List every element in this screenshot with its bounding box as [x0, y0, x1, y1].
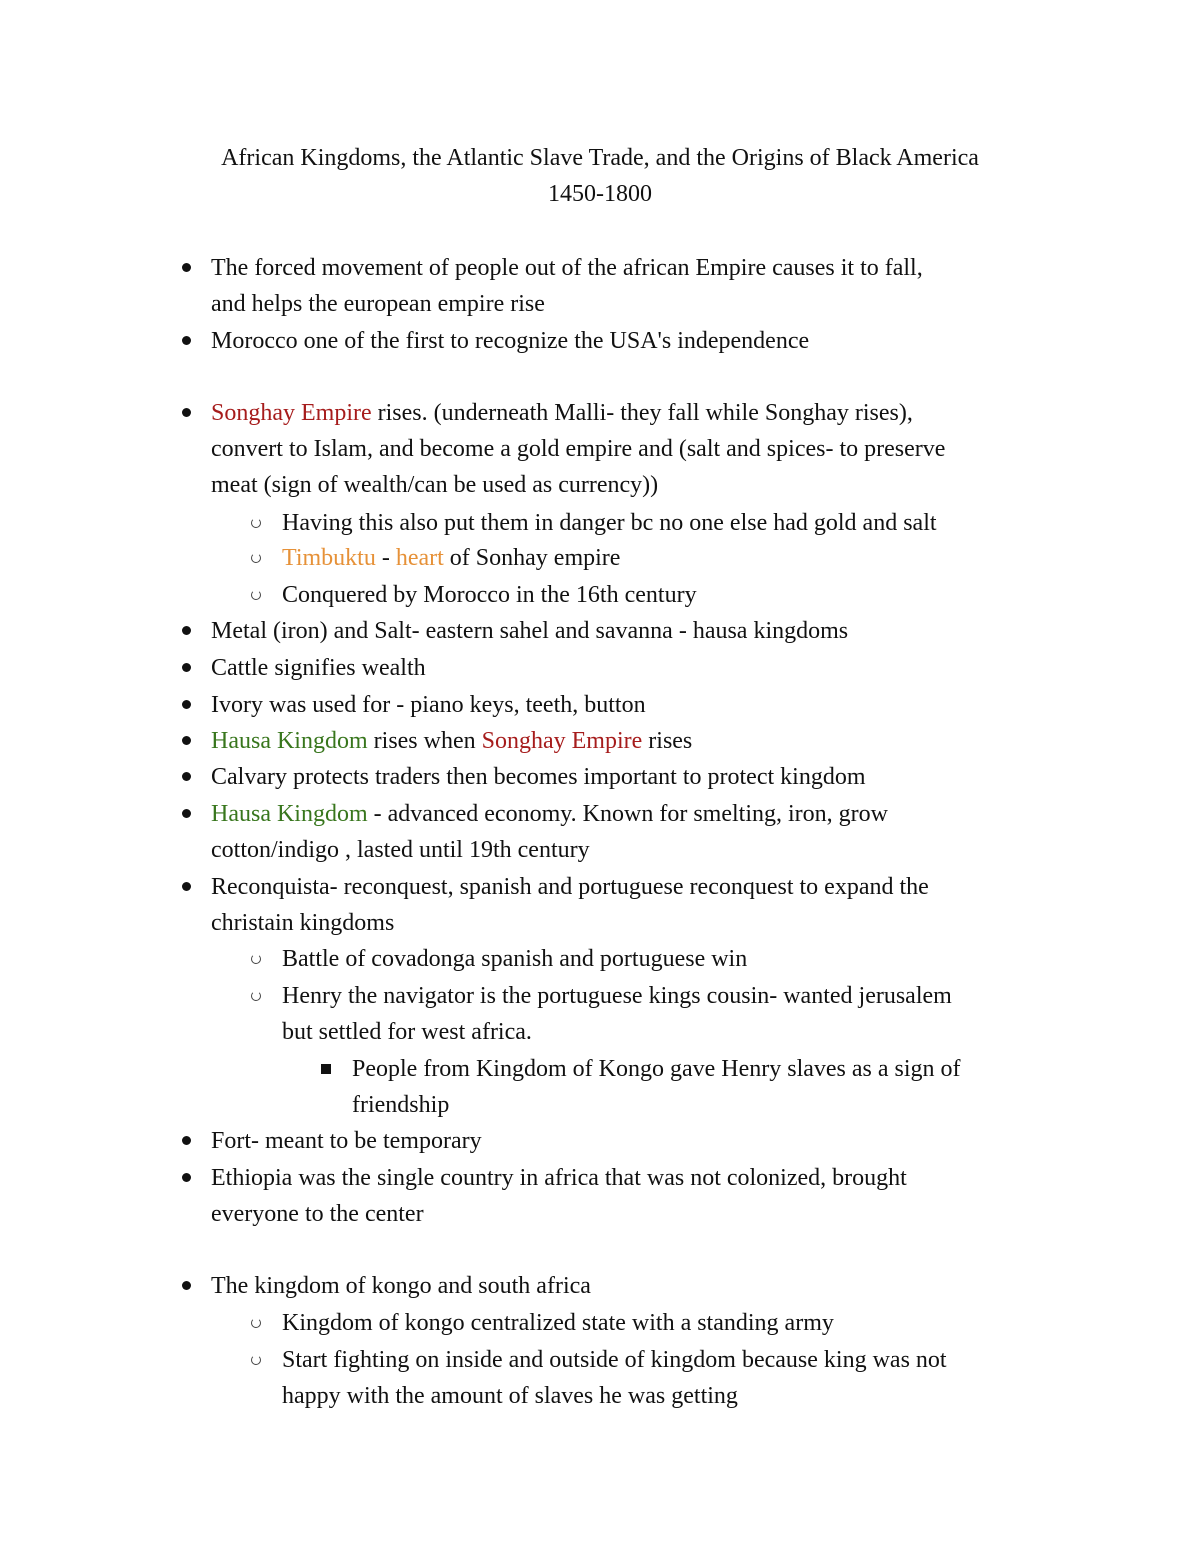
bullet-icon	[176, 759, 196, 795]
highlight-songhay-empire: Songhay Empire	[481, 728, 643, 754]
list-item-text: Ivory was used for - piano keys, teeth, button	[211, 692, 646, 718]
bullet-icon	[176, 1123, 196, 1159]
bullet-icon	[176, 613, 196, 649]
list-item-text: Morocco one of the first to recognize the USA's independence	[211, 328, 810, 354]
bullet-icon	[176, 1268, 196, 1304]
sub-bullet-icon	[246, 941, 266, 977]
sub-list-item-text: happy with the amount of slaves he was getting	[282, 1383, 738, 1409]
sub-sub-list-item-text: People from Kingdom of Kongo gave Henry slaves as a sign of	[352, 1056, 961, 1082]
highlight-hausa-kingdom: Hausa Kingdom	[211, 801, 368, 827]
highlight-hausa-kingdom: Hausa Kingdom	[211, 728, 368, 754]
list-item-text: Fort- meant to be temporary	[211, 1128, 482, 1154]
sub-bullet-icon	[246, 577, 266, 613]
bullet-icon	[176, 1160, 196, 1196]
bullet-icon	[176, 723, 196, 759]
bullet-icon	[176, 395, 196, 431]
highlight-songhay-empire: Songhay Empire	[211, 400, 372, 426]
highlight-heart: heart	[395, 545, 444, 571]
list-item-text: Ethiopia was the single country in africa that was not colonized, brought	[211, 1165, 907, 1191]
list-item-text: The forced movement of people out of the african Empire causes it to fall,	[211, 255, 923, 281]
sub-bullet-icon	[246, 505, 266, 541]
highlight-timbuktu: Timbuktu	[282, 545, 376, 571]
sub-list-item-text: Conquered by Morocco in the 16th century	[282, 582, 697, 608]
sub-bullet-icon	[246, 1305, 266, 1341]
sub-list-item-text: Battle of covadonga spanish and portuguese win	[282, 946, 748, 972]
sub-list-item-text: Timbuktu - heart of Sonhay empire	[282, 545, 621, 571]
sub-sub-list-item-text: friendship	[352, 1092, 450, 1118]
bullet-icon	[176, 687, 196, 723]
sub-bullet-icon	[246, 540, 266, 576]
list-item-text: Hausa Kingdom rises when Songhay Empire rises	[211, 728, 693, 754]
bullet-icon	[176, 650, 196, 686]
list-item-text: meat (sign of wealth/can be used as currency))	[211, 472, 659, 498]
list-item-text: Calvary protects traders then becomes important to protect kingdom	[211, 764, 866, 790]
list-item-text: Hausa Kingdom - advanced economy. Known for smelting, iron, grow	[211, 801, 888, 827]
list-item-text: and helps the european empire rise	[211, 291, 545, 317]
list-item-text: christain kingdoms	[211, 910, 395, 936]
list-item-text: Metal (iron) and Salt- eastern sahel and savanna - hausa kingdoms	[211, 618, 849, 644]
list-item-text: Cattle signifies wealth	[211, 655, 426, 681]
sub-list-item-text: Start fighting on inside and outside of kingdom because king was not	[282, 1347, 947, 1373]
list-item-text: everyone to the center	[211, 1201, 424, 1227]
bullet-icon	[176, 796, 196, 832]
sub-list-item-text: Kingdom of kongo centralized state with a standing army	[282, 1310, 834, 1336]
sub-list-item-text: Having this also put them in danger bc no one else had gold and salt	[282, 510, 937, 536]
sub-list-item-text: Henry the navigator is the portuguese kings cousin- wanted jerusalem	[282, 983, 952, 1009]
square-bullet-icon	[316, 1051, 336, 1087]
list-item-text: Reconquista- reconquest, spanish and portuguese reconquest to expand the	[211, 874, 929, 900]
sub-bullet-icon	[246, 978, 266, 1014]
bullet-icon	[176, 323, 196, 359]
sub-list-item-text: but settled for west africa.	[282, 1019, 532, 1045]
document-date-range: 1450-1800	[548, 181, 652, 207]
document-title: African Kingdoms, the Atlantic Slave Trade, and the Origins of Black America	[221, 145, 979, 171]
bullet-icon	[176, 250, 196, 286]
sub-bullet-icon	[246, 1342, 266, 1378]
list-item-text: The kingdom of kongo and south africa	[211, 1273, 591, 1299]
list-item-text: Songhay Empire rises. (underneath Malli- they fall while Songhay rises),	[211, 400, 913, 426]
list-item-text: cotton/indigo , lasted until 19th century	[211, 837, 590, 863]
list-item-text: convert to Islam, and become a gold empire and (salt and spices- to preserve	[211, 436, 946, 462]
bullet-icon	[176, 869, 196, 905]
